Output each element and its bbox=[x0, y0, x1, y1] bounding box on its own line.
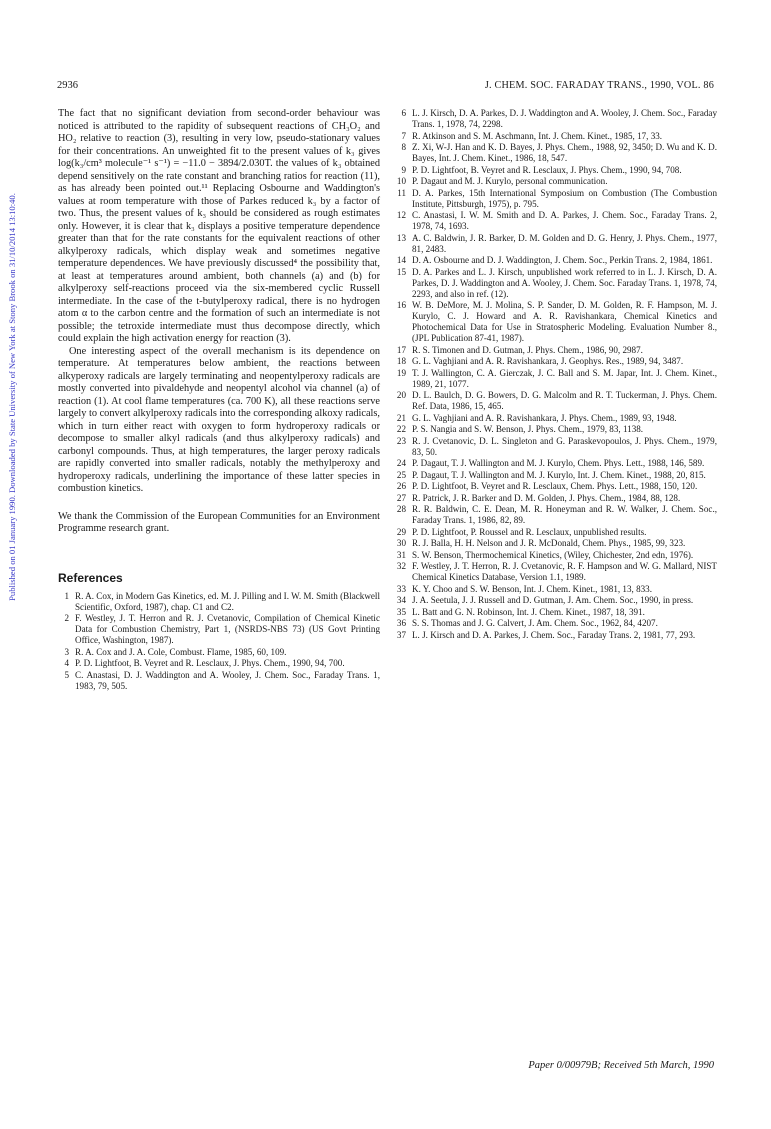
reference-number: 22 bbox=[396, 424, 406, 434]
reference-number: 9 bbox=[401, 164, 406, 175]
reference-item bbox=[393, 413, 717, 424]
reference-number: 5 bbox=[64, 669, 69, 680]
reference-text: P. Dagaut, T. J. Wallington and M. J. Kurylo, Chem. Phys. Lett., 1988, 146, 589. bbox=[412, 458, 705, 468]
reference-number: 24 bbox=[396, 458, 406, 468]
reference-number: 27 bbox=[396, 492, 406, 503]
reference-list-left bbox=[58, 591, 380, 692]
right-column bbox=[393, 108, 717, 641]
reference-item bbox=[393, 538, 717, 549]
reference-item bbox=[393, 108, 717, 130]
reference-item bbox=[393, 255, 717, 266]
reference-number: 30 bbox=[396, 538, 406, 548]
reference-text: D. L. Baulch, D. G. Bowers, D. G. Malcolm and R. T. Tuckerman, J. Phys. Chem. Ref. Data, 1986, 15, 465. bbox=[412, 390, 717, 411]
reference-text: T. J. Wallington, C. A. Gierczak, J. C. Ball and S. M. Japar, Int. J. Chem. Kinet., 1989, 21, 1077. bbox=[412, 367, 717, 389]
reference-item bbox=[393, 233, 717, 255]
reference-number: 11 bbox=[397, 187, 406, 198]
reference-text: P. D. Lightfoot, P. Roussel and R. Lesclaux, unpublished results. bbox=[412, 526, 647, 537]
reference-text: A. C. Baldwin, J. R. Barker, D. M. Golden and D. G. Henry, J. Phys. Chem., 1977, 81, 2483. bbox=[412, 232, 717, 254]
reference-number: 28 bbox=[396, 504, 406, 514]
reference-item bbox=[393, 561, 717, 583]
reference-item bbox=[393, 595, 717, 606]
reference-text: L. J. Kirsch and D. A. Parkes, J. Chem. Soc., Faraday Trans. 2, 1981, 77, 293. bbox=[412, 629, 696, 640]
reference-list-right bbox=[393, 108, 717, 641]
reference-item bbox=[58, 613, 380, 646]
reference-item bbox=[393, 481, 717, 492]
reference-number: 37 bbox=[396, 629, 406, 640]
body-paragraph: One interesting aspect of the overall mechanism is its dependence on temperature. At temperatures below ambient, the reactions between alkyperoxy radicals are largely terminating and neopentylperoxy radicals are mostly converted into pivaldehyde and neopentyl alcohol via channel (a) of reaction (1). At cool flame temperatures (ca. 700 K), all these reactions serve largely to convert alkylperoxy radicals into the corresponding alkoxy radicals, which in turn either react with oxygen to form hydroperoxy radicals or decompose to smaller alkyl radicals (and thus alkylperoxy radicals) and carbonyl compounds. Thus, at high temperatures, the larger peroxy radicals are rapidly converted into smaller radicals, notably the methylperoxy and hydroperoxy radicals, underlining the importance of these latter species in combustion kinetics. bbox=[58, 345, 380, 494]
reference-item bbox=[393, 618, 717, 629]
reference-item bbox=[393, 267, 717, 300]
reference-item bbox=[58, 591, 380, 613]
reference-text: R. R. Baldwin, C. E. Dean, M. R. Honeyman and R. W. Walker, J. Chem. Soc., Faraday Trans. 1, 1986, 82, 89. bbox=[412, 504, 717, 525]
body-paragraph: The fact that no significant deviation from second-order behaviour was noticed is attributed to the rapidity of subsequent reactions of CH₃O₂ and HO₂ relative to reaction (3), resulting in very low, pseudo-stationary values for their concentrations. An unweighted fit to the present values of k₃ gives log(k₃/cm³ molecule⁻¹ s⁻¹) = −11.0 − 3894/2.030T. the values of k₃ obtained depend sensitively on the rate constant and branching ratios for reaction (11), as has already been pointed out.¹¹ Replacing Osbourne and Waddington's values at room temperature with those of Parkes reduced k₃ by a factor of two. Thus, the present values of k₃ should be considered as rough estimates only. However, it is clear that k₃ displays a positive temperature dependence greater than that for the rate constants for the equivalent reactions of other alkylperoxy radicals, which display weak and sometimes negative temperature dependences. We have previously discussed⁴ the possibility that, at least at temperatures around ambient, both channels (a) and (b) for alkylperoxy self-reactions proceed via the six-membered cyclic Russell intermediate. In the case of the t-butylperoxy radical, there is no hydrogen atom α to the carbon centre and the formation of such an intermediate is not possible; the tetroxide intermediate must thus decompose directly, which could explain the high activation energy for reaction (3). bbox=[58, 108, 380, 344]
reference-item bbox=[393, 424, 717, 435]
reference-number: 1 bbox=[64, 590, 69, 601]
reference-text: K. Y. Choo and S. W. Benson, Int. J. Chem. Kinet., 1981, 13, 833. bbox=[412, 583, 652, 594]
reference-item bbox=[393, 493, 717, 504]
reference-item bbox=[58, 670, 380, 692]
reference-text: G. L. Vaghjiani and A. R. Ravishankara, J. Phys. Chem., 1989, 93, 1948. bbox=[412, 412, 677, 423]
reference-text: S. W. Benson, Thermochemical Kinetics, (Wiley, Chichester, 2nd edn, 1976). bbox=[412, 549, 694, 560]
reference-text: P. Dagaut, T. J. Wallington and M. J. Kurylo, Int. J. Chem. Kinet., 1988, 20, 815. bbox=[412, 469, 706, 480]
reference-text: D. A. Osbourne and D. J. Waddington, J. Chem. Soc., Perkin Trans. 2, 1984, 1861. bbox=[412, 255, 713, 265]
reference-number: 14 bbox=[396, 255, 406, 265]
reference-number: 23 bbox=[396, 435, 406, 446]
reference-text: F. Westley, J. T. Herron, R. J. Cvetanovic, R. F. Hampson and W. G. Mallard, NIST Chemical Kinetics Database, Version 1.1, 1989. bbox=[412, 561, 717, 582]
reference-number: 20 bbox=[396, 390, 406, 400]
reference-number: 29 bbox=[396, 526, 406, 537]
reference-number: 25 bbox=[396, 469, 406, 480]
reference-text: S. S. Thomas and J. G. Calvert, J. Am. Chem. Soc., 1962, 84, 4207. bbox=[412, 618, 658, 628]
reference-text: D. A. Parkes and L. J. Kirsch, unpublished work referred to in L. J. Kirsch, D. A. Parkes, D. J. Waddington and A. Wooley, J. Chem. Soc. Faraday Trans. 1, 1978, 74, 2293, and also in ref. (12). bbox=[412, 266, 717, 299]
reference-item bbox=[393, 584, 717, 595]
reference-item bbox=[393, 188, 717, 210]
reference-text: R. S. Timonen and D. Gutman, J. Phys. Chem., 1986, 90, 2987. bbox=[412, 344, 643, 355]
reference-item bbox=[393, 390, 717, 412]
reference-number: 18 bbox=[396, 356, 406, 366]
reference-text: W. B. DeMore, M. J. Molina, S. P. Sander, D. M. Golden, R. F. Hampson, M. J. Kurylo, C. J. Howard and A. R. Ravishankara, Chemical Kinetics and Photochemical Data for Use in Stratospheric Modeling. Evaluation Number 8., (JPL Publication 87-41, 1987). bbox=[412, 300, 717, 343]
reference-item bbox=[393, 504, 717, 526]
reference-item bbox=[393, 470, 717, 481]
reference-text: R. A. Cox, in Modern Gas Kinetics, ed. M. J. Pilling and I. W. M. Smith (Blackwell Scientific, Oxford, 1987), chap. C1 and C2. bbox=[75, 590, 380, 612]
reference-item bbox=[393, 368, 717, 390]
reference-item bbox=[393, 436, 717, 458]
reference-text: P. D. Lightfoot, B. Veyret and R. Lesclaux, J. Phys. Chem., 1990, 94, 700. bbox=[75, 658, 345, 668]
reference-number: 36 bbox=[396, 618, 406, 628]
reference-text: R. J. Cvetanovic, D. L. Singleton and G. Paraskevopoulos, J. Phys. Chem., 1979, 83, 50. bbox=[412, 435, 717, 457]
publication-watermark: Published on 01 January 1990. Downloaded by State University of New York at Stony Brook on 31/10/2014 13:10:40. bbox=[7, 193, 17, 601]
reference-text: C. Anastasi, I. W. M. Smith and D. A. Parkes, J. Chem. Soc., Faraday Trans. 2, 1978, 74, 1693. bbox=[412, 210, 717, 231]
reference-item bbox=[58, 647, 380, 658]
reference-item bbox=[393, 176, 717, 187]
acknowledgement: We thank the Commission of the European Communities for an Environment Programme research grant. bbox=[58, 510, 380, 534]
reference-number: 31 bbox=[396, 549, 406, 560]
reference-text: G. L. Vaghjiani and A. R. Ravishankara, J. Geophys. Res., 1989, 94, 3487. bbox=[412, 356, 684, 366]
reference-item bbox=[58, 658, 380, 669]
reference-item bbox=[393, 630, 717, 641]
reference-item bbox=[393, 550, 717, 561]
reference-item bbox=[393, 458, 717, 469]
reference-text: Z. Xi, W-J. Han and K. D. Bayes, J. Phys. Chem., 1988, 92, 3450; D. Wu and K. D. Bayes, Int. J. Chem. Kinet., 1986, 18, 547. bbox=[412, 142, 717, 163]
reference-number: 3 bbox=[64, 646, 69, 657]
reference-text: L. Batt and G. N. Robinson, Int. J. Chem. Kinet., 1987, 18, 391. bbox=[412, 606, 645, 617]
reference-item bbox=[393, 527, 717, 538]
reference-item bbox=[393, 131, 717, 142]
reference-number: 4 bbox=[64, 658, 69, 668]
reference-number: 26 bbox=[396, 481, 406, 491]
reference-number: 32 bbox=[396, 561, 406, 571]
reference-item bbox=[393, 300, 717, 344]
reference-text: L. J. Kirsch, D. A. Parkes, D. J. Waddington and A. Wooley, J. Chem. Soc., Faraday Trans. 1, 1978, 74, 2298. bbox=[412, 108, 717, 129]
reference-item bbox=[393, 210, 717, 232]
reference-text: P. D. Lightfoot, B. Veyret and R. Lesclaux, J. Phys. Chem., 1990, 94, 708. bbox=[412, 164, 682, 175]
reference-number: 10 bbox=[396, 176, 406, 186]
reference-text: P. D. Lightfoot, B. Veyret and R. Lesclaux, Chem. Phys. Lett., 1988, 150, 120. bbox=[412, 481, 698, 491]
reference-number: 19 bbox=[396, 367, 406, 378]
reference-text: R. Atkinson and S. M. Aschmann, Int. J. Chem. Kinet., 1985, 17, 33. bbox=[412, 130, 663, 141]
reference-number: 35 bbox=[396, 606, 406, 617]
reference-item bbox=[393, 607, 717, 618]
reference-number: 33 bbox=[396, 583, 406, 594]
reference-item bbox=[393, 142, 717, 164]
reference-number: 13 bbox=[396, 232, 406, 243]
reference-number: 17 bbox=[396, 344, 406, 355]
left-column bbox=[58, 108, 380, 692]
reference-number: 16 bbox=[396, 300, 406, 310]
reference-text: R. J. Balla, H. H. Nelson and J. R. McDonald, Chem. Phys., 1985, 99, 323. bbox=[412, 538, 686, 548]
reference-text: C. Anastasi, D. J. Waddington and A. Wooley, J. Chem. Soc., Faraday Trans. 1, 1983, 79, 505. bbox=[75, 669, 380, 691]
reference-text: D. A. Parkes, 15th International Symposium on Combustion (The Combustion Institute, Pittsburgh, 1975), p. 795. bbox=[412, 187, 717, 209]
references-heading: References bbox=[58, 570, 123, 585]
reference-item bbox=[393, 345, 717, 356]
reference-item bbox=[393, 356, 717, 367]
reference-number: 21 bbox=[396, 412, 406, 423]
reference-text: R. Patrick, J. R. Barker and D. M. Golden, J. Phys. Chem., 1984, 88, 128. bbox=[412, 492, 681, 503]
reference-number: 6 bbox=[401, 108, 406, 118]
reference-number: 34 bbox=[396, 595, 406, 605]
reference-text: J. A. Seetula, J. J. Russell and D. Gutman, J. Am. Chem. Soc., 1990, in press. bbox=[412, 595, 694, 605]
reference-number: 15 bbox=[396, 266, 406, 277]
reference-item bbox=[393, 165, 717, 176]
reference-text: R. A. Cox and J. A. Cole, Combust. Flame, 1985, 60, 109. bbox=[75, 646, 287, 657]
reference-text: P. S. Nangia and S. W. Benson, J. Phys. Chem., 1979, 83, 1138. bbox=[412, 424, 644, 434]
reference-number: 12 bbox=[396, 210, 406, 220]
paper-received-line: Paper 0/00979B; Received 5th March, 1990 bbox=[528, 1060, 714, 1071]
reference-number: 8 bbox=[401, 142, 406, 152]
page-number: 2936 bbox=[57, 80, 78, 91]
reference-text: P. Dagaut and M. J. Kurylo, personal communication. bbox=[412, 176, 608, 186]
reference-number: 2 bbox=[64, 613, 69, 623]
reference-number: 7 bbox=[401, 130, 406, 141]
running-head: J. CHEM. SOC. FARADAY TRANS., 1990, VOL. 86 bbox=[484, 80, 714, 91]
reference-text: F. Westley, J. T. Herron and R. J. Cvetanovic, Compilation of Chemical Kinetic Data for Combustion Chemistry, Part 1, (NSRDS-NBS 73) (US Govt Printing Office, Washington, 1987). bbox=[75, 613, 380, 645]
